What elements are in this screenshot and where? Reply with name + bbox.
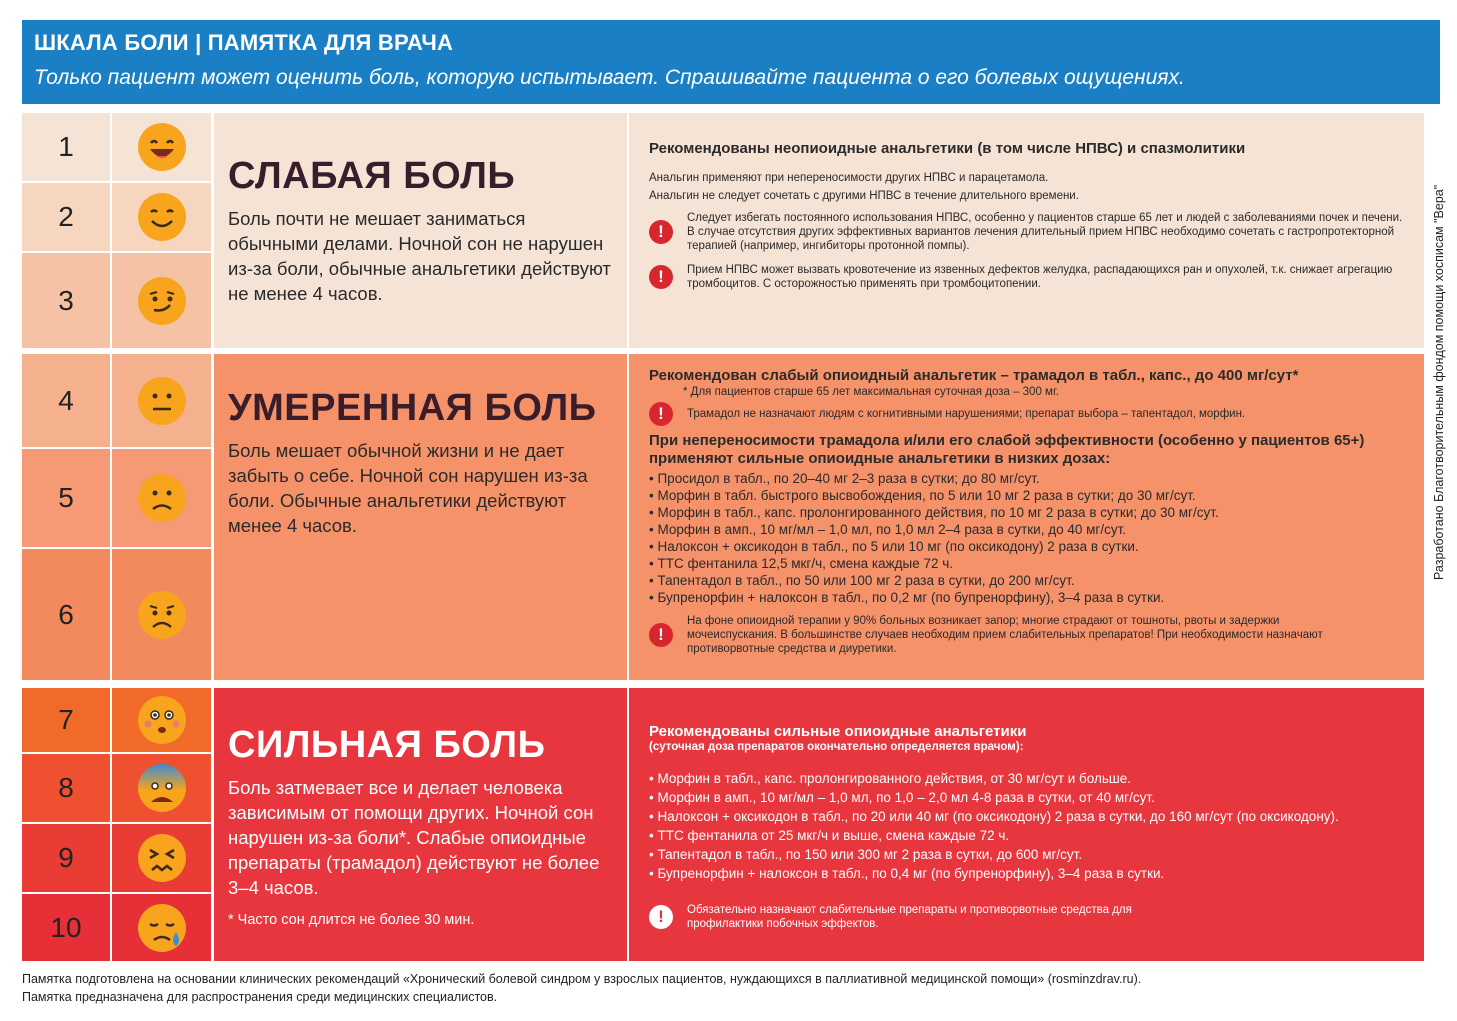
level-number: 10 (50, 911, 82, 943)
footer-source: Памятка подготовлена на основании клинических рекомендаций «Хронический болевой синдром у взрослых пациентов, нуждающихся в паллиативной медицинской помощи» (rosminzdrav.ru). (22, 972, 1142, 986)
level-number: 7 (58, 704, 74, 735)
face-cell (112, 449, 211, 547)
level-cell (22, 183, 110, 251)
list-item: • ТТС фентанила 12,5 мкг/ч, смена каждые 72 ч. (649, 556, 954, 571)
severe-footnote: * Часто сон длится не более 30 мин. (228, 912, 475, 928)
moderate-description-panel (214, 354, 627, 680)
header-banner (22, 20, 1440, 104)
level-cell (22, 354, 110, 447)
severe-recommendation-panel (629, 688, 1424, 961)
warning-icon: ! (649, 265, 673, 289)
moderate-rec2-title: При непереносимости трамадола и/или его слабой эффективности (особенно у пациентов 65+) применяют сильные опиоидные анальгетики в низких дозах: (649, 432, 1365, 467)
moderate-recommendation-panel (629, 354, 1424, 680)
severe-drug-list (649, 769, 1404, 883)
list-item: • Налоксон + оксикодон в табл., по 5 или 10 мг (по оксикодону) 2 раза в сутки. (649, 539, 1139, 554)
level-cell (22, 824, 110, 892)
level-cell (22, 754, 110, 822)
face-cell (112, 354, 211, 447)
face-cell (112, 253, 211, 348)
level-number: 6 (58, 598, 74, 630)
slightly-frowning-face-icon (136, 472, 188, 524)
footer-note: Памятка предназначена для распространения среди медицинских специалистов. (22, 990, 498, 1004)
section-severe (22, 688, 1424, 961)
section-mild (22, 113, 1424, 348)
neutral-face-icon (136, 375, 188, 427)
mild-description-panel (214, 113, 627, 348)
moderate-description: Боль мешает обычной жизни и не дает забыть о себе. Ночной сон нарушен из-за боли. Обычные анальгетики действуют менее 4 часов. (228, 440, 588, 536)
warning-icon: ! (649, 623, 673, 647)
list-item: • Морфин в амп., 10 мг/мл – 1,0 мл, по 1,0 мл 2–4 раза в сутки, до 40 мг/сут. (649, 522, 1127, 537)
face-cell (112, 754, 211, 822)
level-number: 3 (58, 284, 74, 316)
warning-block (649, 903, 1404, 931)
footer (22, 970, 1141, 1006)
list-item: • Просидол в табл., по 20–40 мг 2–3 раза в сутки; до 80 мг/сут. (649, 471, 1040, 486)
level-number: 1 (58, 131, 74, 162)
list-item: • Бупренорфин + налоксон в табл., по 0,4 мг (по бупренорфину), 3–4 раза в сутки. (649, 866, 1165, 881)
smirking-face-icon (136, 275, 188, 327)
moderate-title: УМЕРЕННАЯ БОЛЬ (228, 387, 597, 429)
page-subtitle: Только пациент может оценить боль, которую испытывает. Спрашивайте пациента о его болевых ощущениях. (34, 66, 1185, 89)
warning-text: Трамадол не назначают людям с когнитивными нарушениями; препарат выбора – тапентадол, морфин. (687, 408, 1246, 420)
warning-icon: ! (649, 220, 673, 244)
persevering-face-icon (136, 832, 188, 884)
face-cell (112, 824, 211, 892)
frowning-face-icon (136, 589, 188, 641)
page-title: ШКАЛА БОЛИ | ПАМЯТКА ДЛЯ ВРАЧА (34, 30, 454, 55)
list-item: • Морфин в амп., 10 мг/мл – 1,0 мл, по 1,0 – 2,0 мл 4-8 раза в сутки, от 40 мг/сут. (649, 790, 1155, 805)
warning-text: Обязательно назначают слабительные препараты и противорвотные средства для профилактики побочных эффектов. (687, 904, 1132, 930)
warning-text: Прием НПВС может вызвать кровотечение из язвенных дефектов желудка, распадающихся ран и опухолей, т.к. снижает агрегацию тромбоцитов. С осторожностью применять при тромбоцитопении. (687, 264, 1393, 290)
warning-icon: ! (649, 402, 673, 426)
face-cell (112, 549, 211, 680)
warning-text: На фоне опиоидной терапии у 90% больных возникает запор; многие страдают от тошноты, рвоты и задержки мочеиспускания. В большинстве случаев необходим прием слабительных препаратов! При необходимости назначают противорвотные средства и диуретики. (687, 615, 1323, 655)
level-number: 2 (58, 201, 74, 232)
severe-description-panel (214, 688, 627, 961)
crying-face-icon (136, 902, 188, 954)
warning-icon: ! (649, 905, 673, 929)
moderate-rec-title: Рекомендован слабый опиоидный анальгетик – трамадол в табл., капс., до 400 мг/сут* (649, 367, 1299, 384)
smiling-face-icon (136, 191, 188, 243)
warning-block (649, 614, 1404, 656)
list-item: • Бупренорфин + налоксон в табл., по 0,2 мг (по бупренорфину), 3–4 раза в сутки. (649, 590, 1165, 605)
mild-recommendation-panel (629, 113, 1424, 348)
mild-note: Анальгин применяют при непереносимости других НПВС и парацетамола. (649, 172, 1049, 184)
severe-title: СИЛЬНАЯ БОЛЬ (228, 724, 546, 766)
severe-rec-subtitle: (суточная доза препаратов окончательно определяется врачом): (649, 741, 1024, 753)
list-item: • Тапентадол в табл., по 150 или 300 мг 2 раза в сутки, до 600 мг/сут. (649, 847, 1083, 862)
level-cell (22, 113, 110, 181)
moderate-drug-list (649, 470, 1404, 606)
mild-description: Боль почти не мешает заниматься обычными делами. Ночной сон не нарушен из-за боли, обычные анальгетики действуют не менее 4 часов. (228, 208, 611, 304)
list-item: • Морфин в табл. быстрого высвобождения, по 5 или 10 мг 2 раза в сутки; до 30 мг/сут. (649, 488, 1196, 503)
section-moderate (22, 354, 1424, 680)
list-item: • Морфин в табл., капс. пролонгированного действия, от 30 мг/сут и больше. (649, 771, 1131, 786)
laughing-face-icon (136, 121, 188, 173)
level-number: 8 (58, 772, 74, 803)
level-number: 5 (58, 482, 74, 513)
warning-text: Следует избегать постоянного использования НПВС, особенно у пациентов старше 65 лет и людей с заболеваниями почек и печени. В случае отсутствия других эффективных вариантов лечения длительный прием НПВС необходимо сочетать с гастропротекторной терапией (например, ингибиторы протонной помпы). (687, 212, 1403, 252)
level-cell (22, 549, 110, 680)
severe-description: Боль затмевает все и делает человека зависимым от помощи других. Ночной сон нарушен из-за боли*. Слабые опиоидные препараты (трамадол) действуют не более 3–4 часов. (228, 777, 600, 898)
list-item: • Налоксон + оксикодон в табл., по 20 или 40 мг (по оксикодону) 2 раза в сутки, до 160 мг/сут (по оксикодону). (649, 809, 1339, 824)
level-cell (22, 688, 110, 752)
side-credit: Разработано Благотворительным фондом помощи хосписам "Вера" (1432, 184, 1446, 580)
level-cell (22, 449, 110, 547)
mild-note: Анальгин не следует сочетать с другими НПВС в течение длительного времени. (649, 190, 1079, 202)
severe-rec-title: Рекомендованы сильные опиоидные анальгетики (649, 723, 1027, 740)
face-cell (112, 113, 211, 181)
face-cell (112, 894, 211, 961)
fearful-face-icon (136, 762, 188, 814)
list-item: • ТТС фентанила от 25 мкг/ч и выше, смена каждые 72 ч. (649, 828, 1010, 843)
level-cell (22, 894, 110, 961)
warning-block (649, 211, 1404, 253)
mild-rec-title: Рекомендованы неопиоидные анальгетики (в том числе НПВС) и спазмолитики (649, 140, 1246, 157)
level-number: 9 (58, 842, 74, 873)
warning-block (649, 402, 1404, 426)
warning-block (649, 263, 1404, 291)
list-item: • Тапентадол в табл., по 50 или 100 мг 2 раза в сутки, до 200 мг/сут. (649, 573, 1075, 588)
face-cell (112, 688, 211, 752)
mild-title: СЛАБАЯ БОЛЬ (228, 155, 516, 197)
level-cell (22, 253, 110, 348)
moderate-rec-note: * Для пациентов старше 65 лет максимальная суточная доза – 300 мг. (683, 386, 1059, 398)
face-cell (112, 183, 211, 251)
level-number: 4 (58, 384, 74, 416)
list-item: • Морфин в табл., капс. пролонгированного действия, по 10 мг 2 раза в сутки; до 30 мг/сут. (649, 505, 1219, 520)
anxious-face-icon (136, 694, 188, 746)
